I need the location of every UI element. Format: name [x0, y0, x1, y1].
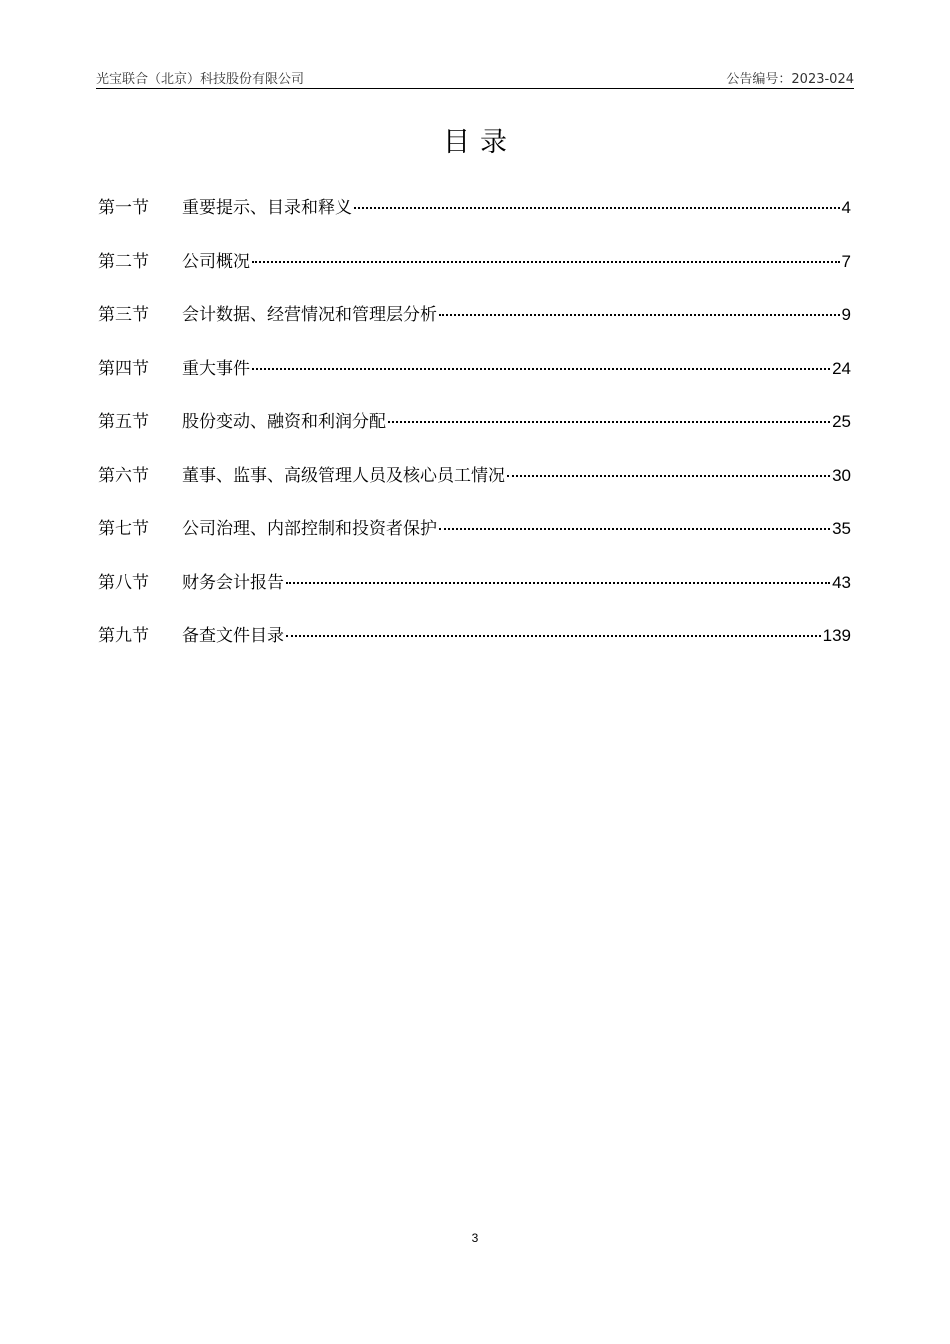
- toc-entry[interactable]: [98, 461, 851, 515]
- toc-page-number: 35: [832, 519, 851, 538]
- toc-page-number: 30: [832, 465, 851, 485]
- toc-leader-dots: [286, 580, 830, 584]
- page-footer-number: 3: [471, 1231, 479, 1245]
- toc-page-number: 139: [822, 626, 851, 645]
- toc-section-title: 董事、监事、高级管理人员及核心员工情况: [182, 465, 505, 486]
- toc-section-number: 第四节: [98, 358, 149, 379]
- toc-section-number: 第二节: [98, 251, 149, 272]
- toc-entry[interactable]: [98, 193, 851, 247]
- toc-leader-dots: [439, 312, 840, 316]
- toc-section-title: 公司治理、内部控制和投资者保护: [182, 519, 437, 539]
- toc-page-number: 4: [841, 198, 851, 217]
- toc-section-title: 会计数据、经营情况和管理层分析: [182, 305, 437, 325]
- toc-leader-dots: [286, 633, 821, 637]
- toc-entry[interactable]: [98, 514, 851, 568]
- toc-entry[interactable]: [98, 300, 851, 354]
- company-name: 光宝联合（北京）科技股份有限公司: [96, 72, 305, 87]
- toc-page-number: 24: [832, 358, 851, 378]
- toc-section-title: 备查文件目录: [182, 626, 284, 646]
- toc-leader-dots: [252, 366, 830, 370]
- toc-section-number: 第八节: [98, 572, 149, 593]
- toc-section-number: 第七节: [98, 519, 149, 539]
- toc-section-number: 第三节: [98, 305, 149, 325]
- toc-section-title: 重要提示、目录和释义: [182, 198, 352, 218]
- toc-section-title: 财务会计报告: [182, 572, 284, 593]
- toc-entry[interactable]: [98, 407, 851, 461]
- toc-leader-dots: [507, 473, 830, 477]
- page-title: 目录: [443, 127, 517, 158]
- notice-number: 公告编号：2023-024: [726, 72, 854, 87]
- toc-entry[interactable]: [98, 621, 851, 675]
- toc-leader-dots: [439, 526, 830, 530]
- toc-section-title: 公司概况: [182, 251, 250, 272]
- toc-page-number: 43: [832, 572, 851, 592]
- toc-section-title: 股份变动、融资和利润分配: [182, 412, 386, 432]
- toc-section-number: 第一节: [98, 198, 149, 218]
- toc-leader-dots: [252, 259, 840, 263]
- toc-entry[interactable]: [98, 354, 851, 408]
- toc-section-title: 重大事件: [182, 358, 250, 379]
- table-of-contents: [98, 193, 851, 675]
- toc-page-number: 7: [841, 251, 851, 271]
- toc-section-number: 第五节: [98, 412, 149, 432]
- toc-entry[interactable]: [98, 247, 851, 301]
- toc-page-number: 9: [841, 305, 851, 324]
- toc-leader-dots: [354, 205, 840, 209]
- toc-entry[interactable]: [98, 568, 851, 622]
- toc-leader-dots: [388, 419, 830, 423]
- toc-section-number: 第六节: [98, 465, 149, 486]
- toc-page-number: 25: [832, 412, 851, 431]
- toc-section-number: 第九节: [98, 626, 149, 646]
- page-header: [96, 66, 854, 89]
